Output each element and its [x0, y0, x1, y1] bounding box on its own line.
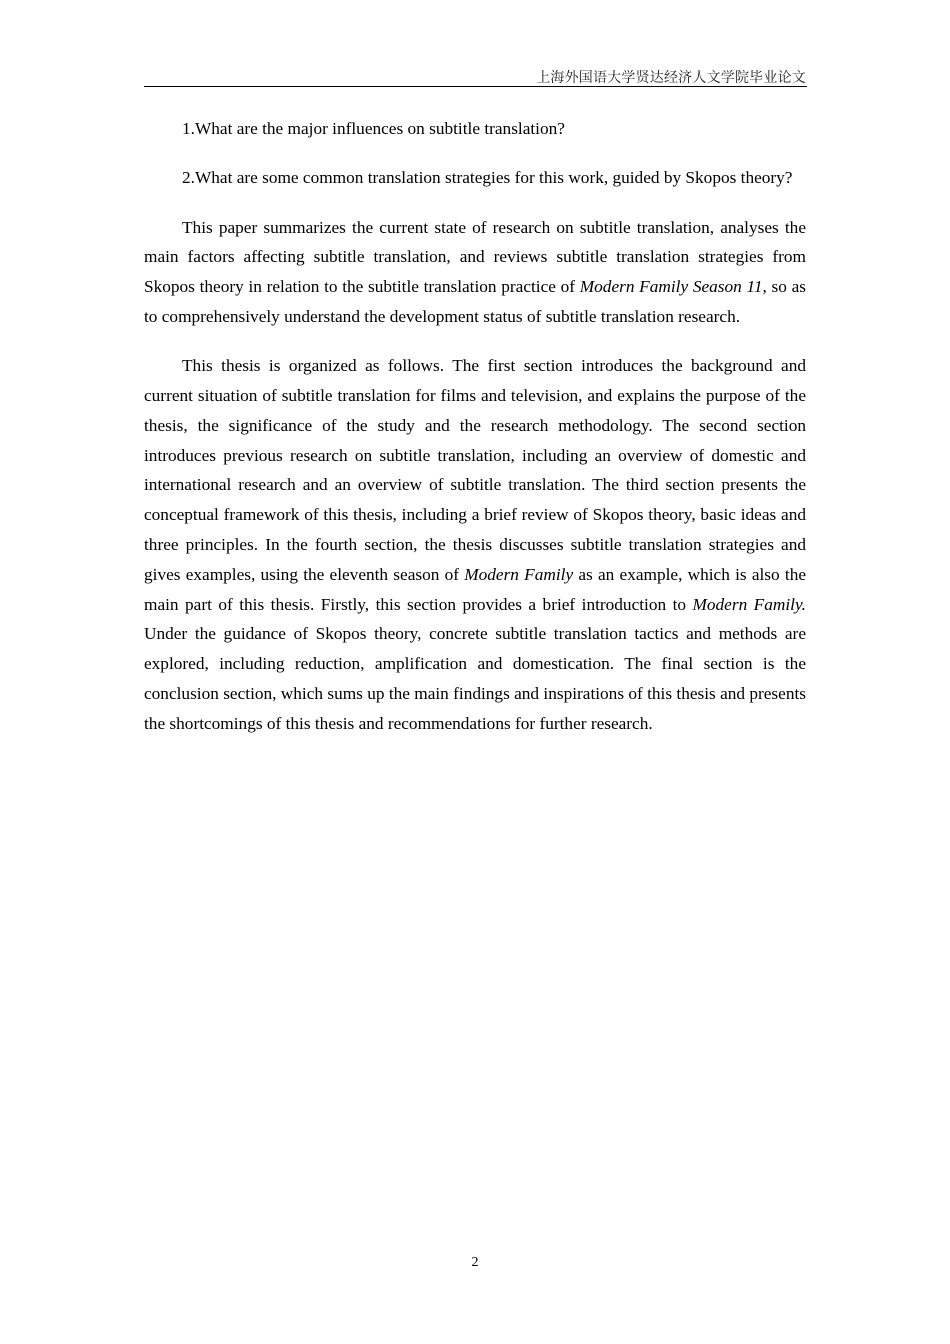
summary-work-title: Modern Family Season 11: [579, 277, 763, 297]
organization-text-2: as an example, which is also the main part of this thesis. Firstly, this section provides a brief introduction to: [144, 564, 807, 614]
page-number: 2: [471, 1255, 479, 1270]
summary-text-2: , so as to comprehensively understand the development status of subtitle translation research.: [144, 277, 806, 326]
organization-work-title-1: Modern Family: [464, 564, 574, 584]
organization-paragraph: [144, 351, 806, 738]
organization-work-title-2: Modern Family.: [692, 594, 806, 614]
summary-paragraph: [144, 213, 806, 332]
research-question-2: 2.What are some common translation strategies for this work, guided by Skopos theory?: [182, 168, 793, 188]
header-rule: [144, 86, 807, 87]
organization-text-3: Under the guidance of Skopos theory, concrete subtitle translation tactics and methods are explored, including reduction, amplification and domestication. The final section is the conclusion section, which sums up the main findings and inspirations of this thesis and presents the shortcomings of this thesis and recommendations for further research.: [144, 624, 806, 733]
page-body: [144, 114, 806, 758]
research-question-1: 1.What are the major influences on subtitle translation?: [182, 119, 565, 138]
organization-text-1: This thesis is organized as follows. The first section introduces the background and current situation of subtitle translation for films and television, and explains the purpose of the thesis, the significance of the study and the research methodology. The second section introduces previous research on subtitle translation, including an overview of domestic and international research and an overview of subtitle translation. The third section presents the conceptual framework of this thesis, including a brief review of Skopos theory, basic ideas and three principles. In the fourth section, the thesis discusses subtitle translation strategies and gives examples, using the eleventh season of: [144, 356, 806, 584]
summary-text-1: This paper summarizes the current state of research on subtitle translation, analyses the main factors affecting subtitle translation, and reviews subtitle translation strategies from Skopos theory in relation to the subtitle translation practice of: [144, 217, 806, 297]
running-header: 上海外国语大学贤达经济人文学院毕业论文: [536, 70, 806, 86]
